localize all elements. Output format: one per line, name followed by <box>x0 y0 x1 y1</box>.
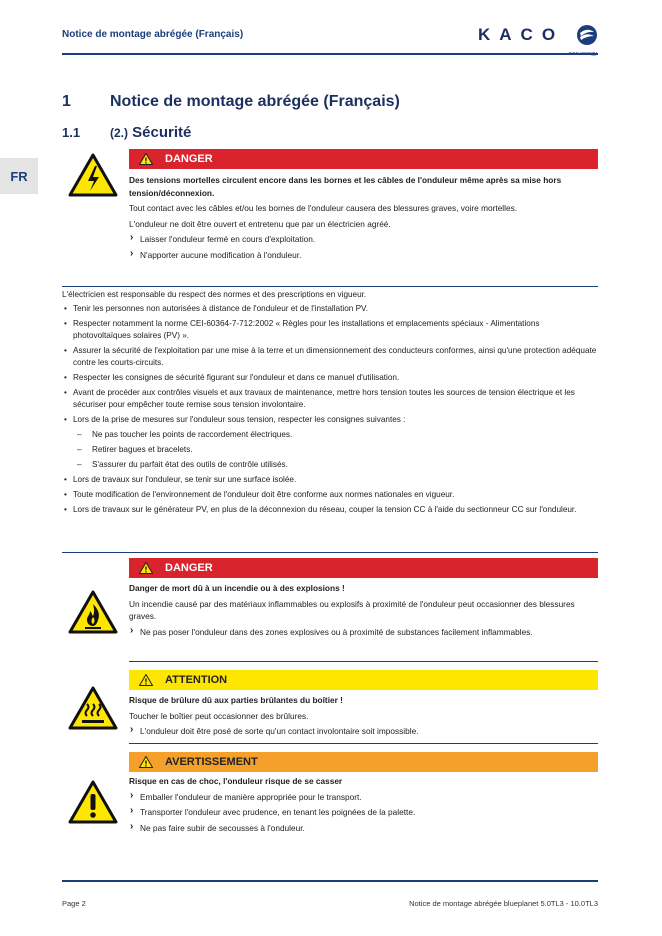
list-item: • Lors de travaux sur l'onduleur, se tenir sur une surface isolée. <box>62 474 598 486</box>
header-rule <box>62 53 598 55</box>
page-number: Page 2 <box>62 899 86 908</box>
warning-shock-action: › Emballer l'onduleur de manière appropriée pour le transport. <box>129 791 598 804</box>
divider <box>62 552 598 553</box>
danger-label: DANGER <box>165 153 213 165</box>
divider <box>129 661 598 662</box>
danger-electric-line1: Tout contact avec les câbles et/ou les bornes de l'onduleur causera des blessures graves, voire mortelles. <box>129 203 518 213</box>
caution-bar <box>129 670 598 690</box>
danger-electric-action: › Laisser l'onduleur fermé en cours d'exploitation. <box>129 233 598 246</box>
danger-fire-headline: Danger de mort dû à un incendie ou à des explosions ! <box>129 583 345 593</box>
danger-electric-text <box>129 174 598 264</box>
fire-hazard-icon <box>68 590 118 634</box>
svg-text:!: ! <box>144 565 148 574</box>
danger-bar <box>129 149 598 169</box>
list-item: • Tenir les personnes non autorisées à distance de l'onduleur et de l'installation PV. <box>62 303 598 315</box>
electric-shock-icon <box>68 153 118 197</box>
danger-fire-line1: Un incendie causé par des matériaux inflammables ou explosifs à proximité de l'onduleur peut occasionner des blessures graves. <box>129 598 575 621</box>
svg-text:!: ! <box>144 677 148 686</box>
divider <box>62 286 598 287</box>
danger-fire-block <box>62 558 598 662</box>
list-item: • Toute modification de l'environnement de l'onduleur doit être conforme aux normes nationales en vigueur. <box>62 489 598 501</box>
subsection-prefix: (2.) <box>110 126 128 140</box>
footer-doc-title: Notice de montage abrégée blueplanet 5.0TL3 - 10.0TL3 <box>409 899 598 908</box>
danger-electric-block <box>62 149 598 286</box>
warning-shock-action: › Ne pas faire subir de secousses à l'onduleur. <box>129 822 598 835</box>
warning-bar <box>129 752 598 772</box>
header-title: Notice de montage abrégée (Français) <box>62 29 244 40</box>
caution-label: ATTENTION <box>165 674 228 686</box>
warning-shock-block <box>62 752 598 842</box>
danger-bar <box>129 558 598 578</box>
warning-shock-text <box>129 775 598 837</box>
sub-list-item: – Retirer bagues et bracelets. <box>62 444 598 456</box>
list-item: • Assurer la sécurité de l'exploitation par une mise à la terre et un dimensionnement des conducteurs conformes, ainsi qu'une protection adéquate contre les courts-circuits. <box>62 345 598 369</box>
caution-burn-headline: Risque de brûlure dû aux parties brûlantes du boîtier ! <box>129 695 343 705</box>
sub-list-item: – S'assurer du parfait état des outils de contrôle utilisés. <box>62 459 598 471</box>
warning-triangle-icon <box>139 674 153 686</box>
logo-swirl-icon <box>576 24 598 46</box>
warning-shock-headline: Risque en cas de choc, l'onduleur risque de se casser <box>129 776 343 786</box>
section-heading <box>62 93 400 111</box>
section-title: Notice de montage abrégée (Français) <box>110 93 400 110</box>
danger-fire-action: › Ne pas poser l'onduleur dans des zones explosives ou à proximité de substances facilement inflammables. <box>129 626 598 639</box>
sub-list-item: – Ne pas toucher les points de raccordement électriques. <box>62 429 598 441</box>
list-item: • Avant de procéder aux contrôles visuels et aux travaux de maintenance, mettre hors tension toutes les sources de tension électrique et les sécuriser pour empêcher toute remise sous tension involontaire. <box>62 387 598 411</box>
hot-surface-icon <box>68 686 118 730</box>
warning-triangle-icon <box>139 756 153 768</box>
warning-label: AVERTISSEMENT <box>165 756 258 768</box>
warning-triangle-icon <box>139 153 153 165</box>
svg-text:!: ! <box>144 156 148 165</box>
danger-electric-line2: L'onduleur ne doit être ouvert et entretenu que par un électricien agréé. <box>129 218 391 229</box>
list-item: • Respecter les consignes de sécurité figurant sur l'onduleur et dans ce manuel d'utilisation. <box>62 372 598 384</box>
warning-shock-action: › Transporter l'onduleur avec prudence, en tenant les poignées de la palette. <box>129 806 598 819</box>
footer-rule <box>62 880 598 882</box>
caution-burn-text <box>129 694 598 741</box>
subsection-title: Sécurité <box>132 124 192 141</box>
caution-burn-line1: Toucher le boîtier peut occasionner des brûlures. <box>129 710 309 721</box>
intro-text: L'électricien est responsable du respect des normes et des prescriptions en vigueur. <box>62 290 367 299</box>
language-tab: FR <box>0 158 38 194</box>
warning-triangle-icon <box>139 562 153 574</box>
danger-fire-text <box>129 582 598 641</box>
danger-label: DANGER <box>165 562 213 574</box>
svg-text:!: ! <box>144 759 148 768</box>
subsection-number: 1.1 <box>62 125 81 140</box>
list-item: • Lors de la prise de mesures sur l'onduleur sous tension, respecter les consignes suivantes : <box>62 414 598 426</box>
list-item: • Respecter notamment la norme CEI-60364-7-712:2002 « Règles pour les installations et emplacements spéciaux - Alimentations photovoltaïques solaires (PV) ». <box>62 318 598 342</box>
logo-text: KACO <box>478 25 565 44</box>
list-item: • Lors de travaux sur le générateur PV, en plus de la déconnexion du réseau, couper la tension CC à l'aide du sectionneur CC sur l'onduleur. <box>62 504 598 516</box>
caution-burn-block <box>62 670 598 744</box>
general-warning-icon <box>68 780 118 824</box>
caution-burn-action: › L'onduleur doit être posé de sorte qu'un contact involontaire soit impossible. <box>129 725 598 738</box>
subsection-heading <box>62 124 191 141</box>
divider <box>129 743 598 744</box>
section-number: 1 <box>62 93 71 110</box>
danger-electric-action: › N'apporter aucune modification à l'onduleur. <box>129 249 598 262</box>
main-instructions <box>62 289 598 519</box>
danger-electric-headline: Des tensions mortelles circulent encore dans les bornes et les câbles de l'onduleur même après sa mise hors tension/déconnexion. <box>129 175 562 198</box>
